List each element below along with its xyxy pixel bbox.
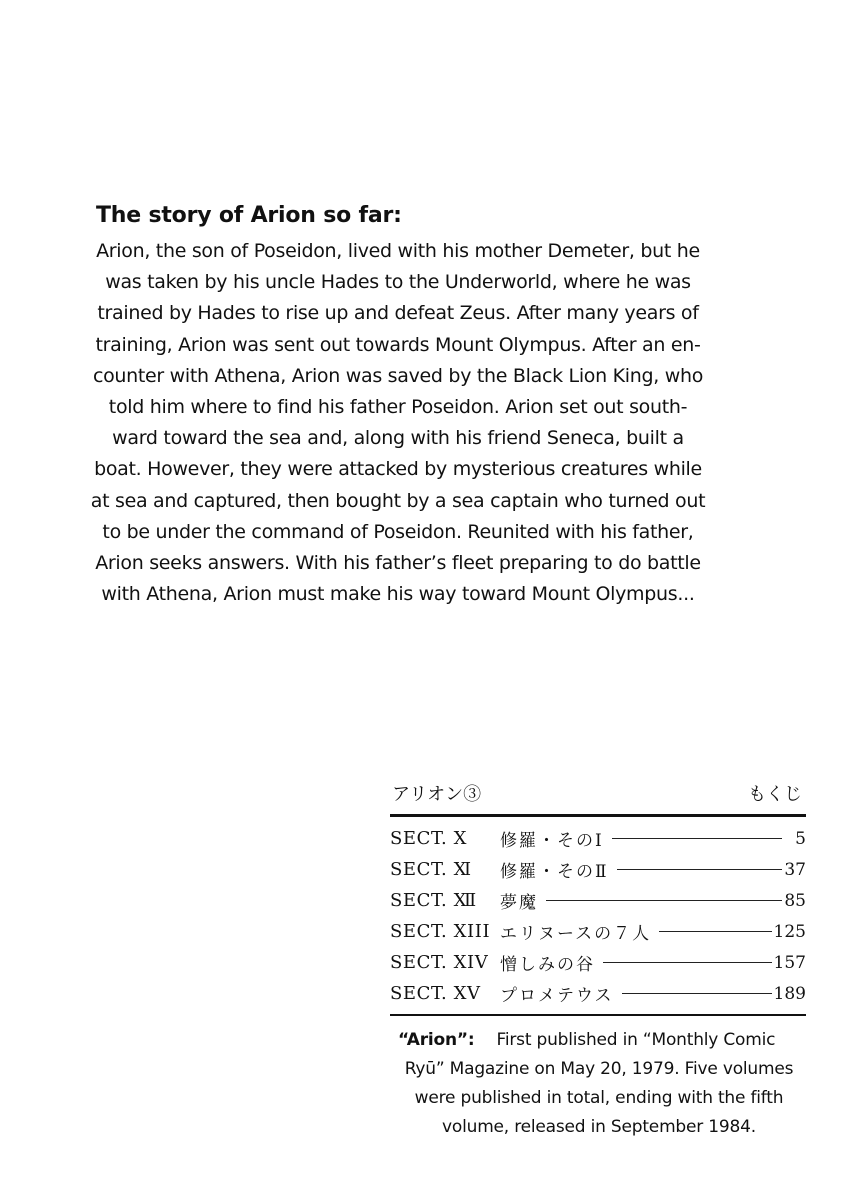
- toc-chapter-title: 憎しみの谷: [500, 955, 595, 975]
- story-line: counter with Athena, Arion was saved by the Black Lion King, who: [92, 364, 704, 387]
- toc-page-number: 157: [773, 952, 806, 973]
- table-of-contents: [390, 776, 806, 1016]
- publication-line: Ryū” Magazine on May 20, 1979. Five volumes: [404, 1059, 794, 1079]
- toc-page-number: 189: [773, 983, 806, 1004]
- publication-line: [390, 1026, 808, 1055]
- publication-line: volume, released in September 1984.: [442, 1117, 756, 1137]
- toc-leader-line: [546, 900, 782, 901]
- toc-page-number: 5: [795, 828, 806, 849]
- publication-line: were published in total, ending with the fifth: [414, 1088, 784, 1108]
- toc-bottom-divider: [390, 1014, 806, 1016]
- publication-note: [390, 1026, 808, 1142]
- toc-section-number: SECT. Ⅺ: [390, 859, 472, 880]
- story-line: Arion seeks answers. With his father’s fleet preparing to do battle: [95, 551, 701, 574]
- toc-page-number: 85: [784, 890, 806, 911]
- toc-header: [390, 776, 806, 810]
- story-line: Arion, the son of Poseidon, lived with his mother Demeter, but he: [96, 240, 700, 262]
- story-line: was taken by his uncle Hades to the Underworld, where he was: [105, 271, 691, 294]
- toc-section-number: SECT. Ⅹ: [390, 828, 468, 849]
- toc-leader-line: [659, 931, 771, 932]
- story-line: trained by Hades to rise up and defeat Zeus. After many years of: [97, 302, 699, 325]
- publication-label: “Arion”:: [398, 1030, 475, 1050]
- toc-entry: [390, 854, 806, 885]
- toc-section-number: SECT. XIV: [390, 952, 489, 973]
- story-line: at sea and captured, then bought by a sea captain who turned out: [90, 489, 706, 512]
- toc-entry: [390, 947, 806, 978]
- story-line: told him where to find his father Poseidon. Arion set out south-: [108, 395, 688, 418]
- toc-title: アリオン③: [392, 784, 482, 805]
- toc-page-number: 37: [784, 859, 806, 880]
- story-summary: [78, 236, 718, 610]
- toc-chapter-title: エリヌースの７人: [500, 924, 652, 944]
- toc-entry: [390, 823, 806, 854]
- story-line: to be under the command of Poseidon. Reunited with his father,: [102, 520, 694, 543]
- toc-section-number: SECT. XIII: [390, 921, 491, 942]
- toc-contents-label: もくじ: [748, 784, 802, 805]
- toc-leader-line: [612, 838, 782, 839]
- story-line: training, Arion was sent out towards Mount Olympus. After an en-: [95, 333, 701, 356]
- toc-leader-line: [603, 962, 772, 963]
- story-line: with Athena, Arion must make his way toward Mount Olympus...: [101, 583, 695, 606]
- publication-text: First published in “Monthly Comic: [496, 1030, 776, 1050]
- toc-section-number: SECT. Ⅻ: [390, 890, 477, 911]
- toc-leader-line: [622, 993, 772, 994]
- toc-entry: [390, 885, 806, 916]
- toc-chapter-title: 修羅・そのⅡ: [500, 862, 609, 882]
- toc-chapter-title: 夢魔: [500, 893, 538, 913]
- toc-chapter-title: 修羅・そのⅠ: [500, 831, 604, 851]
- toc-page-number: 125: [773, 921, 806, 942]
- toc-chapter-title: プロメテウス: [500, 986, 614, 1006]
- toc-divider: [390, 814, 806, 817]
- toc-entry: [390, 916, 806, 947]
- story-line: ward toward the sea and, along with his friend Seneca, built a: [112, 427, 684, 450]
- toc-section-number: SECT. XV: [390, 983, 481, 1004]
- toc-leader-line: [617, 869, 782, 870]
- story-title: The story of Arion so far:: [96, 203, 402, 228]
- toc-entry: [390, 978, 806, 1009]
- story-line: boat. However, they were attacked by mysterious creatures while: [94, 458, 702, 481]
